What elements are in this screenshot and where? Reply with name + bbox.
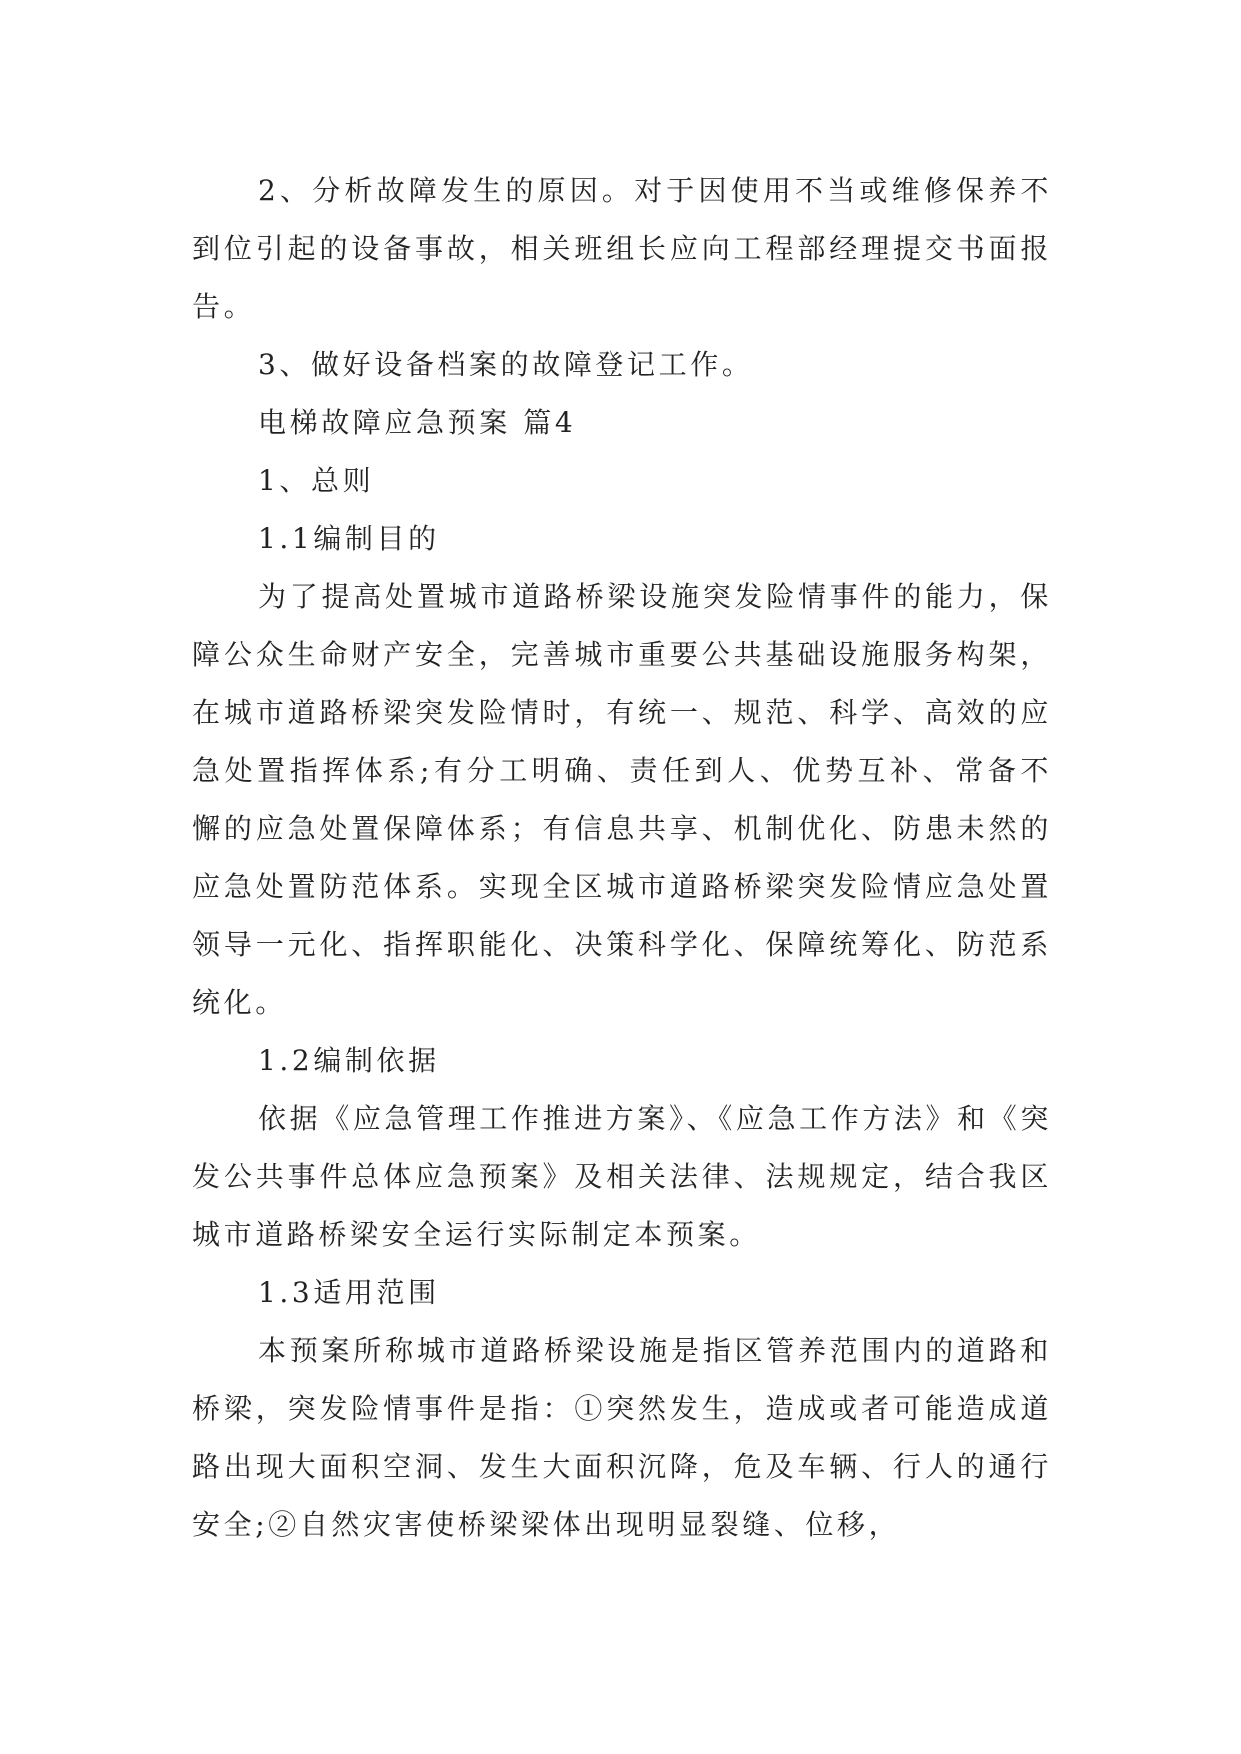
paragraph-record-failure: 3、做好设备档案的故障登记工作。 [258,348,754,381]
document-body [192,162,1052,1554]
paragraph-scope: 本预案所称城市道路桥梁设施是指区管养范围内的道路和桥梁，突发险情事件是指：①突然发生，造成或者可能造成道路出现大面积空洞、发生大面积沉降，危及车辆、行人的通行安全;②自然灾害使桥梁梁体出现明显裂缝、位移， [192,1334,1052,1541]
heading-purpose: 1.1编制目的 [258,522,440,555]
paragraph-purpose: 为了提高处置城市道路桥梁设施突发险情事件的能力，保障公众生命财产安全，完善城市重要公共基础设施服务构架，在城市道路桥梁突发险情时，有统一、规范、科学、高效的应急处置指挥体系;有分工明确、责任到人、优势互补、常备不懈的应急处置保障体系；有信息共享、机制优化、防患未然的应急处置防范体系。实现全区城市道路桥梁突发险情应急处置领导一元化、指挥职能化、决策科学化、保障统筹化、防范系统化。 [192,580,1052,1019]
paragraph-basis: 依据《应急管理工作推进方案》、《应急工作方法》和《突发公共事件总体应急预案》及相关法律、法规规定，结合我区城市道路桥梁安全运行实际制定本预案。 [192,1102,1052,1251]
heading-general-principles: 1、总则 [258,464,375,497]
heading-scope: 1.3适用范围 [258,1276,440,1309]
section-title-plan-4: 电梯故障应急预案 篇4 [258,406,577,439]
paragraph-failure-cause: 2、分析故障发生的原因。对于因使用不当或维修保养不到位引起的设备事故，相关班组长应向工程部经理提交书面报告。 [192,174,1052,323]
heading-basis: 1.2编制依据 [258,1044,440,1077]
